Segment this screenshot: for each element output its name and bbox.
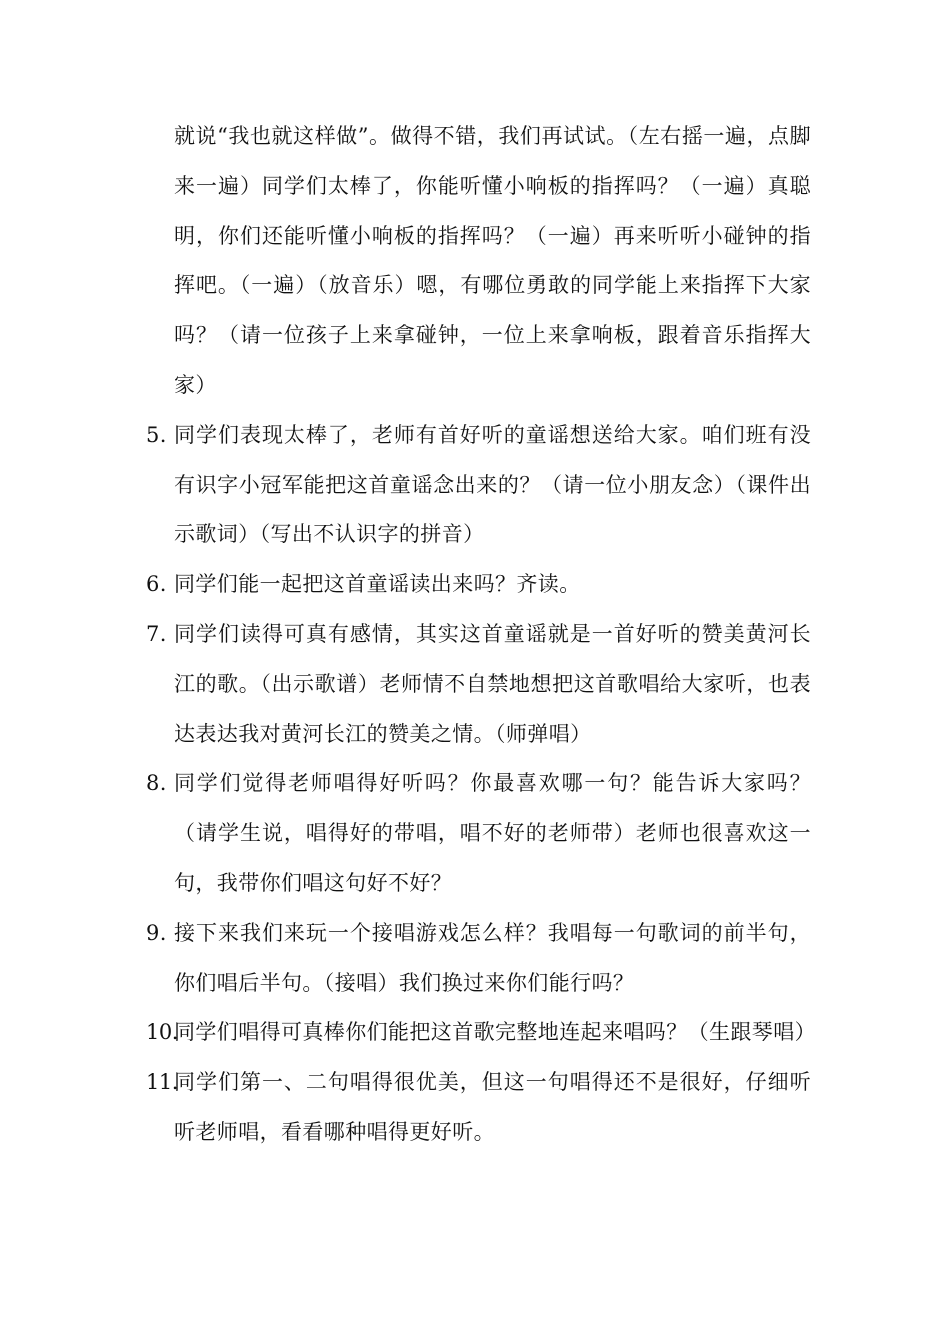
list-item (146, 610, 811, 759)
continuation-paragraph: 就说“我也就这样做”。做得不错，我们再试试。（左右摇一遍，点脚来一遍）同学们太棒了，你能听懂小响板的指挥吗？（一遍）真聪明，你们还能听懂小响板的指挥吗？（一遍）再来听听小碰钟的指挥吧。（一遍）（放音乐）嗯，有哪位勇敢的同学能上来指挥下大家吗？（请一位孩子上来拿碰钟，一位上来拿响板，跟着音乐指挥大家） (174, 124, 811, 397)
list-item (146, 560, 811, 610)
list-item (146, 411, 811, 560)
list-item (146, 1058, 811, 1158)
list-item (146, 759, 811, 908)
item-number: 10. (146, 1020, 178, 1045)
document-body (146, 112, 816, 1158)
item-text: 同学们唱得可真棒你们能把这首歌完整地连起来唱吗？（生跟琴唱） (174, 1020, 816, 1045)
item-text: 同学们觉得老师唱得好听吗？你最喜欢哪一句？能告诉大家吗？（请学生说，唱得好的带唱，唱不好的老师带）老师也很喜欢这一句，我带你们唱这句好不好？ (174, 771, 811, 895)
item-text: 同学们表现太棒了，老师有首好听的童谣想送给大家。咱们班有没有识字小冠军能把这首童谣念出来的？（请一位小朋友念）（课件出示歌词）（写出不认识字的拼音） (174, 422, 811, 547)
item-number: 9. (146, 920, 167, 945)
item-number: 5. (146, 422, 167, 447)
item-text: 接下来我们来玩一个接唱游戏怎么样？我唱每一句歌词的前半句，你们唱后半句。（接唱）我们换过来你们能行吗？ (174, 920, 811, 995)
item-number: 11. (146, 1070, 178, 1095)
item-text: 同学们能一起把这首童谣读出来吗？齐读。 (174, 572, 581, 597)
item-text: 同学们第一、二句唱得很优美，但这一句唱得还不是很好，仔细听听老师唱，看看哪种唱得更好听。 (174, 1070, 811, 1144)
list-item (146, 1008, 816, 1058)
item-number: 8. (146, 771, 167, 796)
item-number: 6. (146, 572, 167, 597)
list-item (146, 909, 811, 1009)
item-text: 同学们读得可真有感情，其实这首童谣就是一首好听的赞美黄河长江的歌。（出示歌谱）老师情不自禁地想把这首歌唱给大家听，也表达表达我对黄河长江的赞美之情。（师弹唱） (174, 621, 811, 746)
item-number: 7. (146, 621, 167, 646)
